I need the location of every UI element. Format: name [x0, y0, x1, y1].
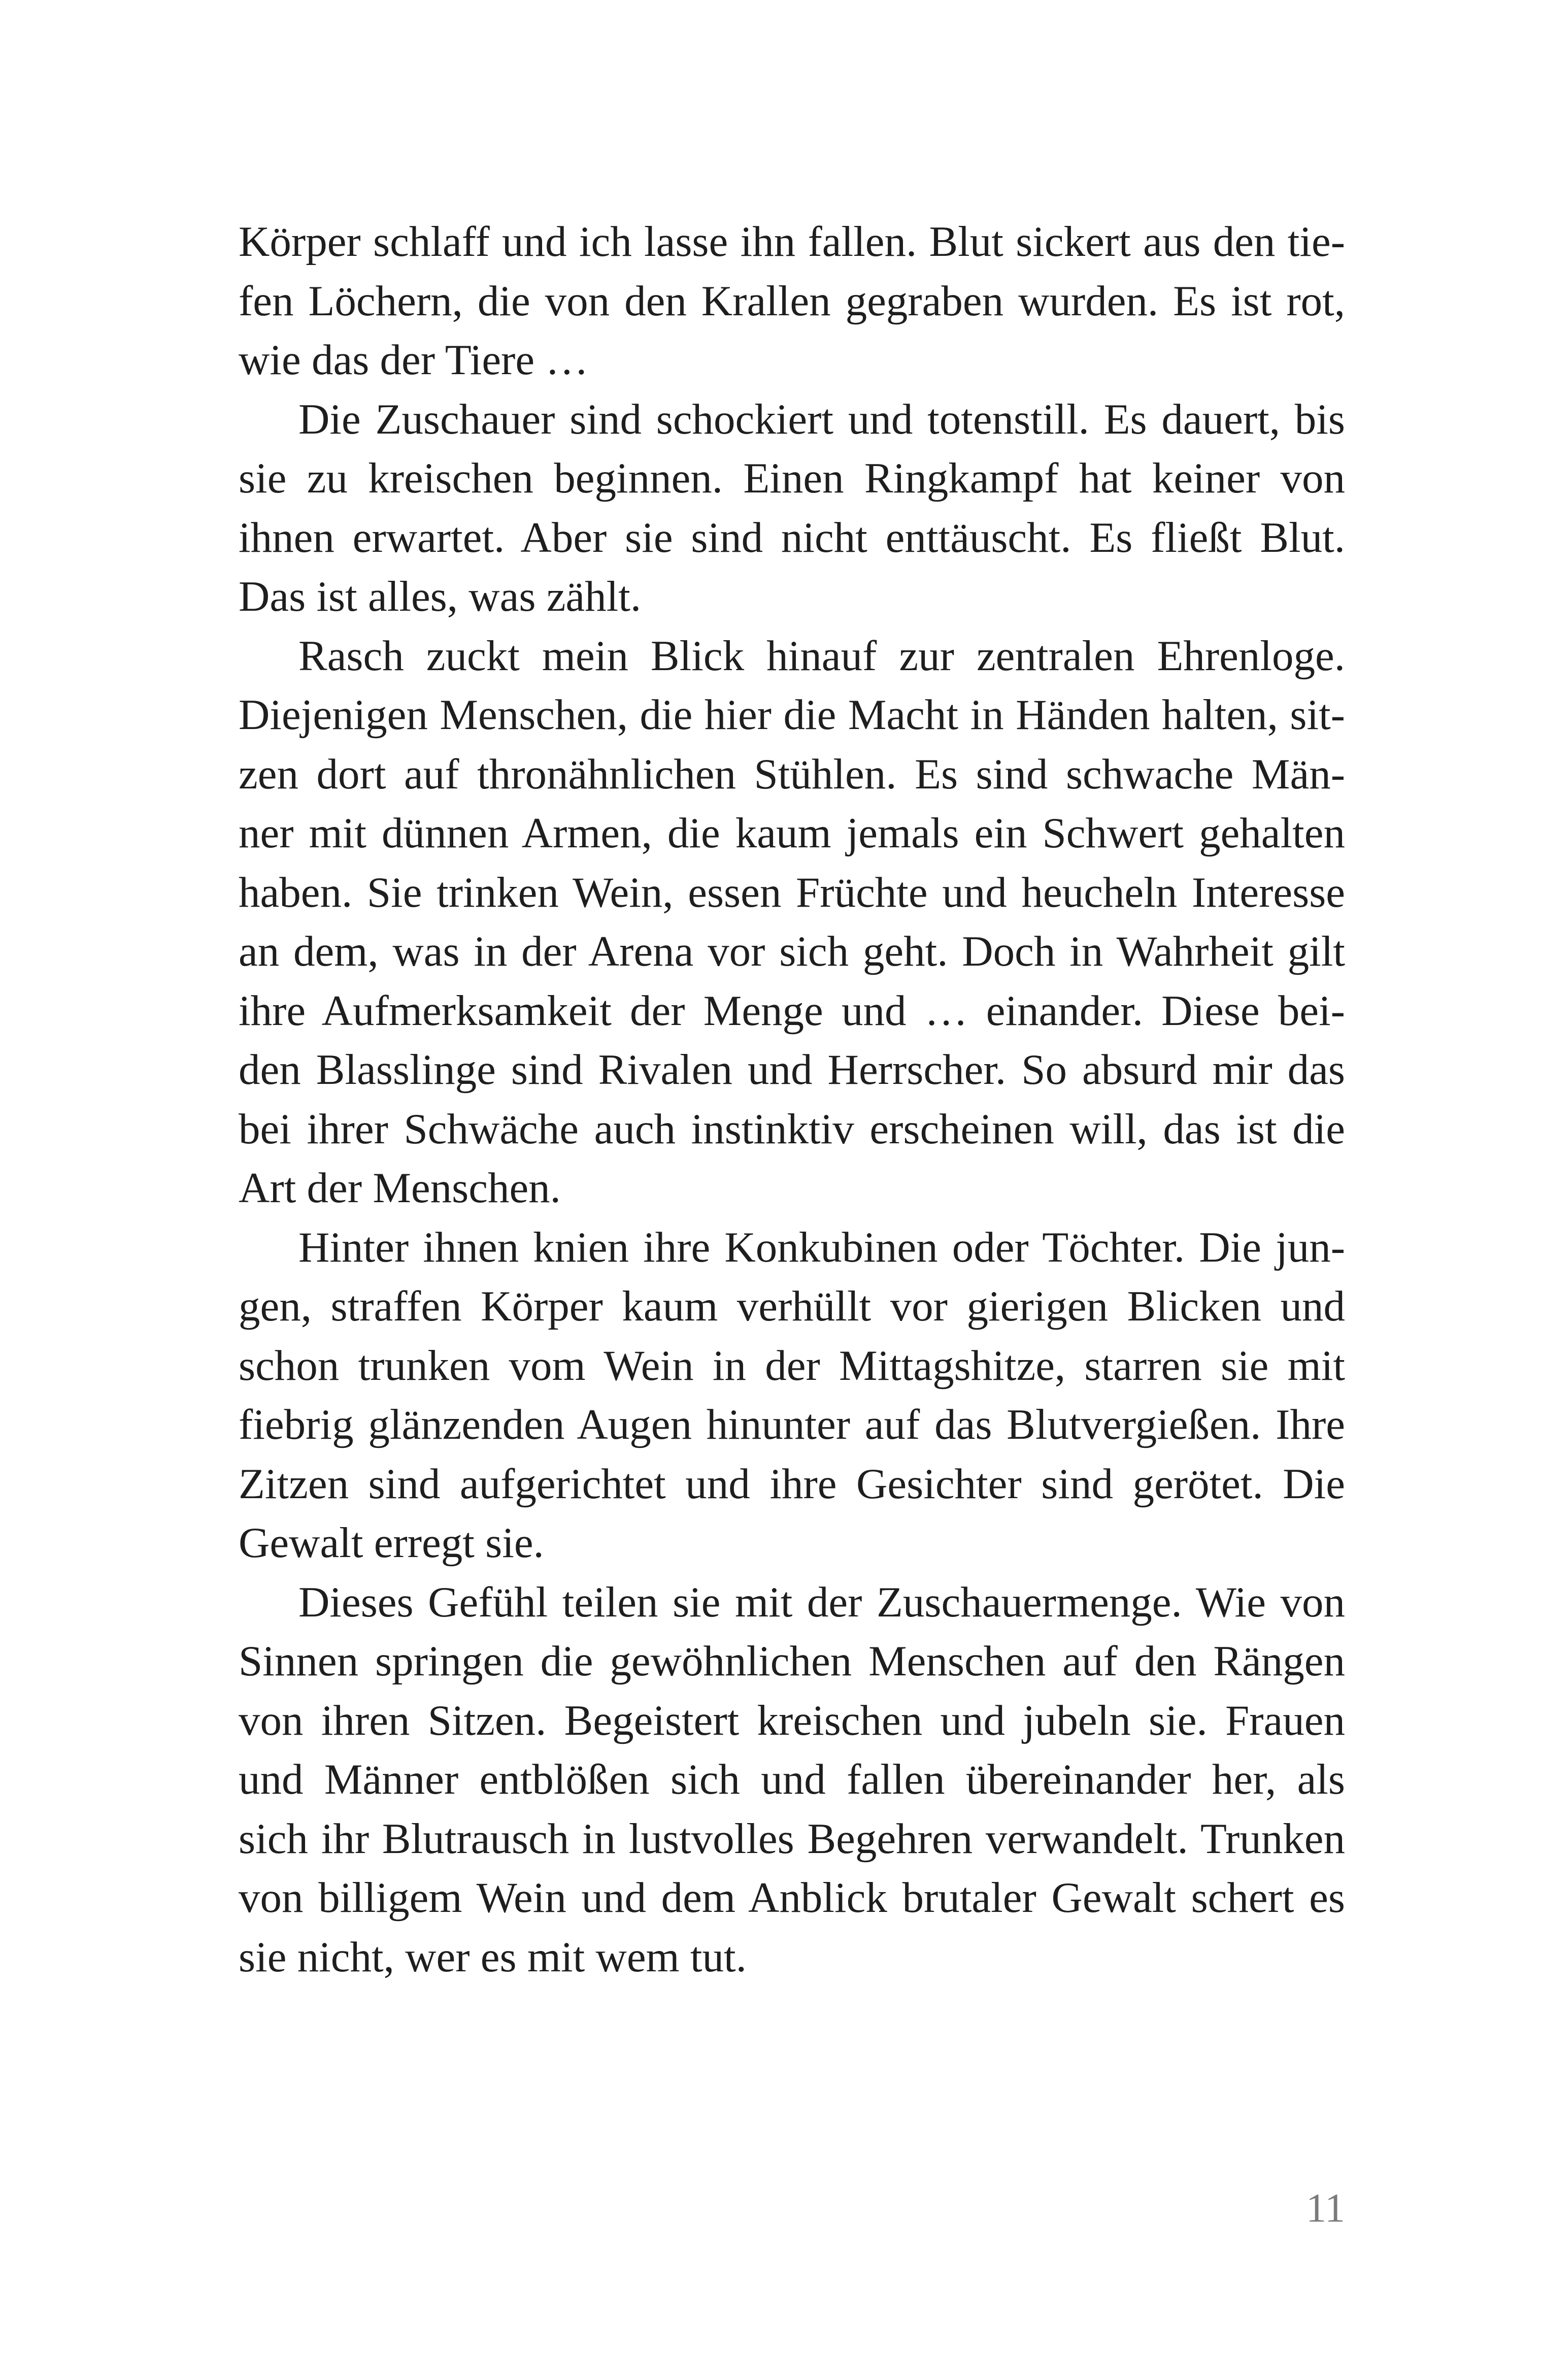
text-line: zen dort auf thronähnlichen Stühlen. Es sind schwache Män- [239, 750, 1345, 798]
page-number: 11 [1305, 2186, 1345, 2231]
text-line: gen, straffen Körper kaum verhüllt vor gierigen Blicken und [239, 1282, 1345, 1330]
text-line: haben. Sie trinken Wein, essen Früchte und heucheln Interesse [239, 868, 1345, 916]
text-line: Die Zuschauer sind schockiert und totenstill. Es dauert, bis [298, 395, 1345, 443]
text-line: Zitzen sind aufgerichtet und ihre Gesichter sind gerötet. Die [239, 1460, 1345, 1508]
text-line: und Männer entblößen sich und fallen übereinander her, als [239, 1756, 1345, 1803]
text-line: Art der Menschen. [239, 1164, 561, 1212]
text-line: Hinter ihnen knien ihre Konkubinen oder Töchter. Die jun- [298, 1223, 1345, 1271]
text-line: Körper schlaff und ich lasse ihn fallen. Blut sickert aus den tie- [239, 218, 1345, 266]
text-line: fen Löchern, die von den Krallen gegraben wurden. Es ist rot, [239, 277, 1345, 325]
text-line: Rasch zuckt mein Blick hinauf zur zentralen Ehrenloge. [298, 632, 1345, 680]
text-line: Das ist alles, was zählt. [239, 573, 642, 620]
text-line: fiebrig glänzenden Augen hinunter auf das Blutvergießen. Ihre [239, 1401, 1345, 1448]
text-line: Diejenigen Menschen, die hier die Macht in Händen halten, sit- [239, 691, 1345, 739]
text-line: wie das der Tiere … [239, 336, 589, 384]
text-line: ihre Aufmerksamkeit der Menge und … einander. Diese bei- [239, 986, 1345, 1035]
text-line: ihnen erwartet. Aber sie sind nicht enttäuscht. Es fließt Blut. [239, 513, 1345, 561]
text-line: den Blasslinge sind Rivalen und Herrscher. So absurd mir das [239, 1046, 1345, 1094]
text-line: ner mit dünnen Armen, die kaum jemals ein Schwert gehalten [239, 809, 1345, 857]
text-line: schon trunken vom Wein in der Mittagshitze, starren sie mit [239, 1341, 1345, 1390]
text-line: von billigem Wein und dem Anblick brutaler Gewalt schert es [239, 1874, 1345, 1922]
text-line: sich ihr Blutrausch in lustvolles Begehren verwandelt. Trunken [239, 1814, 1345, 1863]
text-line: bei ihrer Schwäche auch instinktiv erscheinen will, das ist die [239, 1105, 1345, 1153]
text-line: Sinnen springen die gewöhnlichen Menschen auf den Rängen [239, 1637, 1345, 1685]
text-line: an dem, was in der Arena vor sich geht. Doch in Wahrheit gilt [239, 928, 1345, 975]
text-line: Dieses Gefühl teilen sie mit der Zuschauermenge. Wie von [298, 1578, 1345, 1626]
text-line: von ihren Sitzen. Begeistert kreischen und jubeln sie. Frauen [239, 1696, 1345, 1744]
text-line: Gewalt erregt sie. [239, 1519, 544, 1567]
text-line: sie nicht, wer es mit wem tut. [239, 1933, 747, 1981]
text-line: sie zu kreischen beginnen. Einen Ringkampf hat keiner von [239, 454, 1345, 502]
body-text [239, 212, 1345, 1987]
